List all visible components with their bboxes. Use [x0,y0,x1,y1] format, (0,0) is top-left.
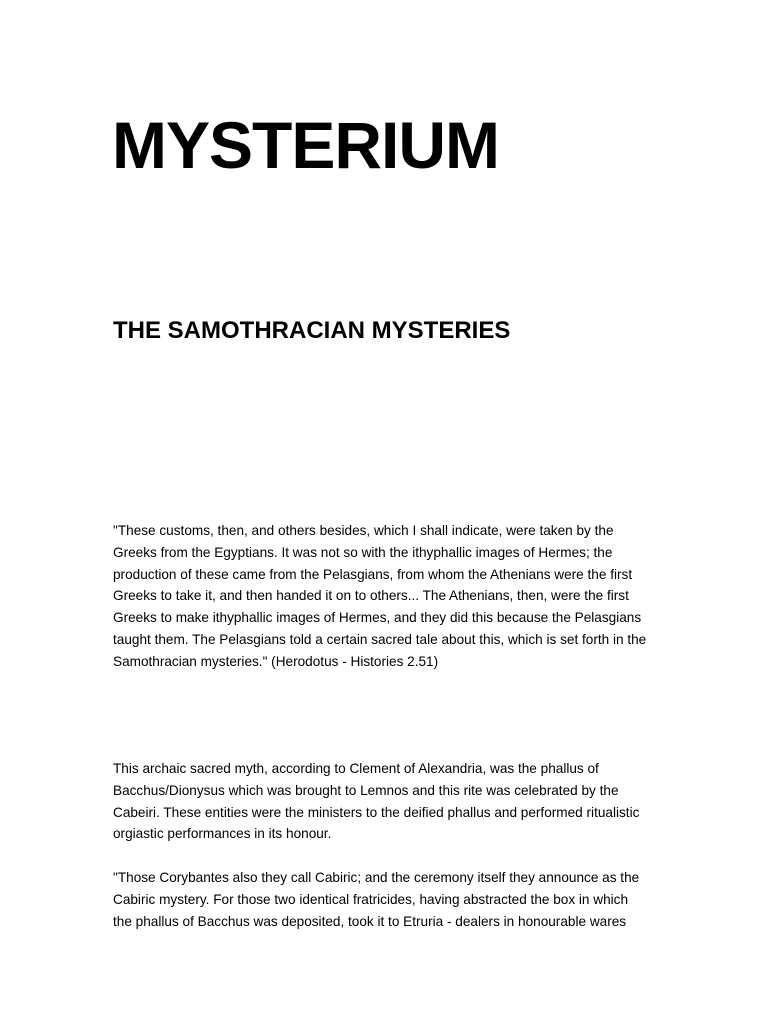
paragraph-line: the phallus of Bacchus was deposited, took it to Etruria - dealers in honourable wares [113,913,627,929]
paragraph-line: orgiastic performances in its honour. [113,826,332,842]
paragraph-line: "These customs, then, and others besides, which I shall indicate, were taken by the [113,523,614,538]
paragraph-line: Greeks from the Egyptians. It was not so with the ithyphallic images of Hermes; the [113,544,613,560]
paragraph-line: Bacchus/Dionysus which was brought to Lemnos and this rite was celebrated by the [113,782,619,798]
paragraph-line: Cabiric mystery. For those two identical fratricides, having abstracted the box in which [113,891,629,907]
document-subtitle: THE SAMOTHRACIAN MYSTERIES [113,317,511,344]
paragraph-line: Greeks to make ithyphallic images of Hermes, and they did this because the Pelasgians [113,610,642,626]
paragraph-line: "Those Corybantes also they call Cabiric; and the ceremony itself they announce as the [113,870,640,885]
paragraph-line: production of these came from the Pelasgians, from whom the Athenians were the first [113,566,633,582]
paragraph-line: Cabeiri. These entities were the ministers to the deified phallus and performed ritualistic [113,804,640,820]
corybantes-quote-paragraph [113,867,673,932]
document-title: MYSTERIUM [112,108,499,182]
paragraph-line: taught them. The Pelasgians told a certain sacred tale about this, which is set forth in the [113,631,647,647]
paragraph-line: Greeks to take it, and then handed it on to others... The Athenians, then, were the first [113,588,629,604]
paragraph-line: This archaic sacred myth, according to Clement of Alexandria, was the phallus of [113,761,599,776]
paragraph-line: Samothracian mysteries." (Herodotus - Histories 2.51) [113,653,439,669]
herodotus-quote-paragraph [113,520,673,673]
clement-paragraph [113,758,673,845]
